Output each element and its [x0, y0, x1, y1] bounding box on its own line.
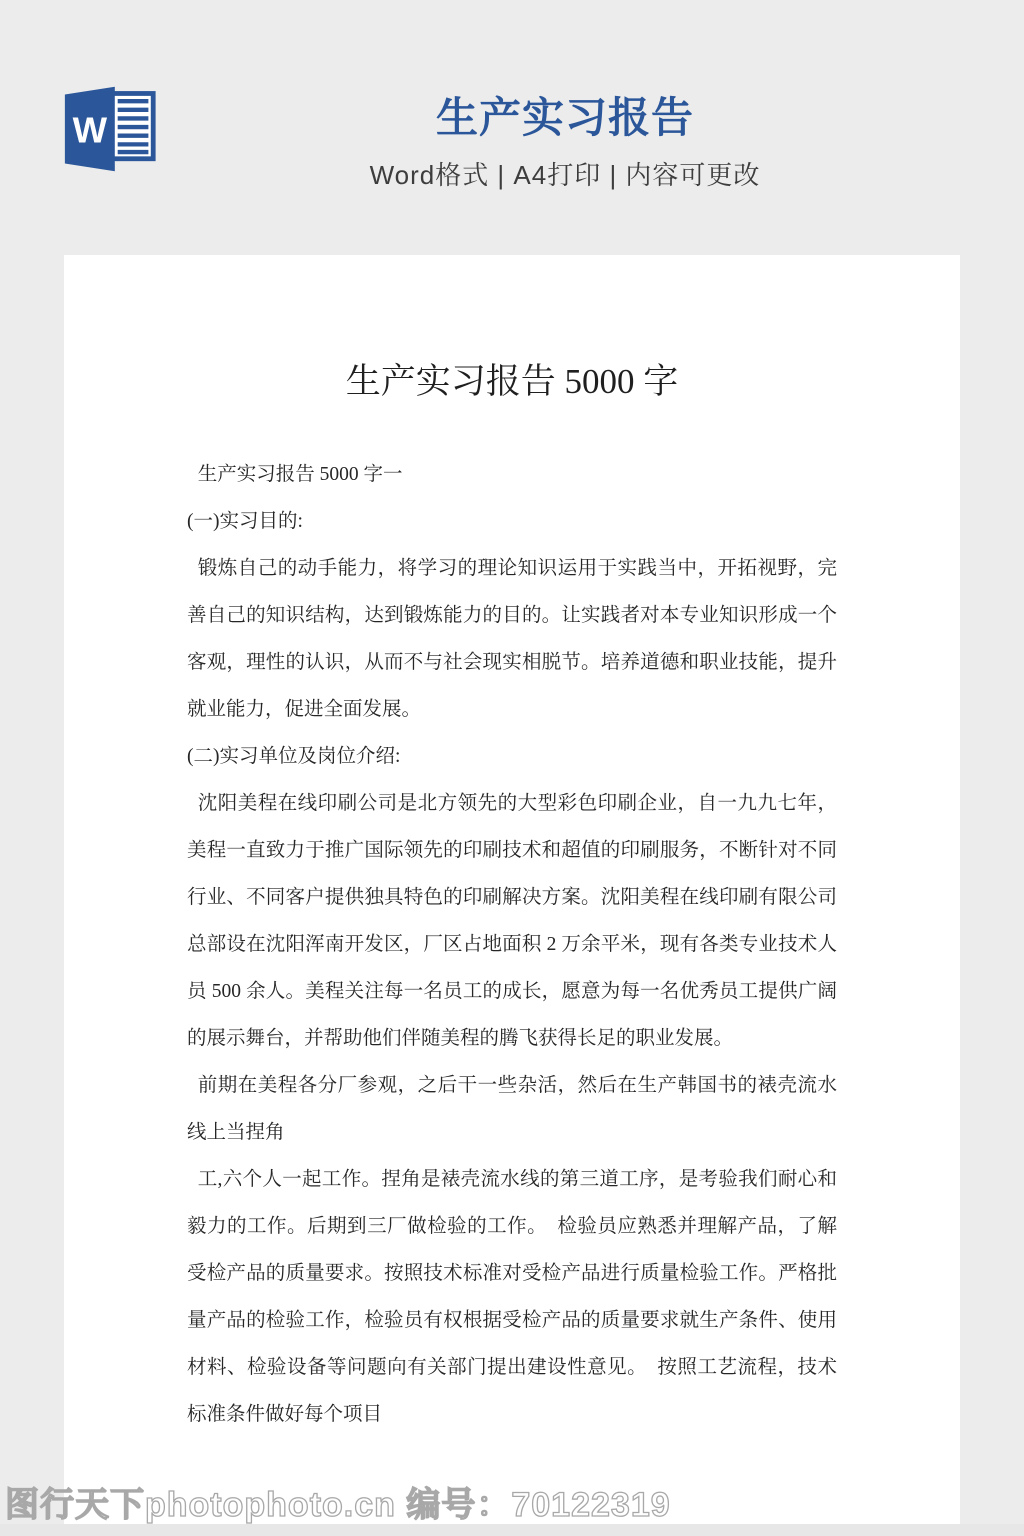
document-body: [187, 451, 837, 1438]
paragraph: (一)实习目的:: [187, 511, 303, 532]
paragraph: 锻炼自己的动手能力，将学习的理论知识运用于实践当中，开拓视野，完善自己的知识结构，达到锻炼能力的目的。让实践者对本专业知识形成一个客观，理性的认识，从而不与社会现实相脱节。培养道德和职业技能，提升就业能力，促进全面发展。: [187, 558, 837, 720]
document-page: [64, 255, 960, 1536]
word-icon-page-lines: [118, 101, 149, 152]
paragraph: 生产实习报告 5000 字一: [197, 464, 403, 485]
template-title: 生产实习报告: [435, 94, 694, 141]
document-title: 生产实习报告 5000 字: [345, 362, 679, 401]
paragraph: (二)实习单位及岗位介绍:: [187, 746, 401, 767]
page-header: [0, 0, 1024, 255]
template-subtitle: Word格式 | A4打印 | 内容可更改: [369, 159, 761, 190]
watermark-text: 图行天下photophoto.cn 编号：70122319: [5, 1486, 671, 1524]
word-icon-letter: W: [72, 109, 108, 151]
paragraph: 沈阳美程在线印刷公司是北方领先的大型彩色印刷企业，自一九九七年，美程一直致力于推广国际领先的印刷技术和超值的印刷服务，不断针对不同行业、不同客户提供独具特色的印刷解决方案。沈阳美程在线印刷有限公司总部设在沈阳浑南开发区，厂区占地面积 2 万余平米，现有各类专业技术人员 500 余人。美程关注每一名员工的成长，愿意为每一名优秀员工提供广阔的展示舞台，并帮助他们伴随美程的腾飞获得长足的职业发展。: [187, 793, 837, 1049]
paragraph: 前期在美程各分厂参观，之后干一些杂活，然后在生产韩国书的裱壳流水线上当捏角: [187, 1075, 837, 1143]
word-icon: [62, 84, 158, 174]
paragraph: 工,六个人一起工作。捏角是裱壳流水线的第三道工序，是考验我们耐心和毅力的工作。后期到三厂做检验的工作。 检验员应熟悉并理解产品，了解受检产品的质量要求。按照技术标准对受检产品进行质量检验工作。严格批量产品的检验工作，检验员有权根据受检产品的质量要求就生产条件、使用材料、检验设备等问题向有关部门提出建设性意见。 按照工艺流程，技术标准条件做好每个项目: [187, 1169, 837, 1425]
